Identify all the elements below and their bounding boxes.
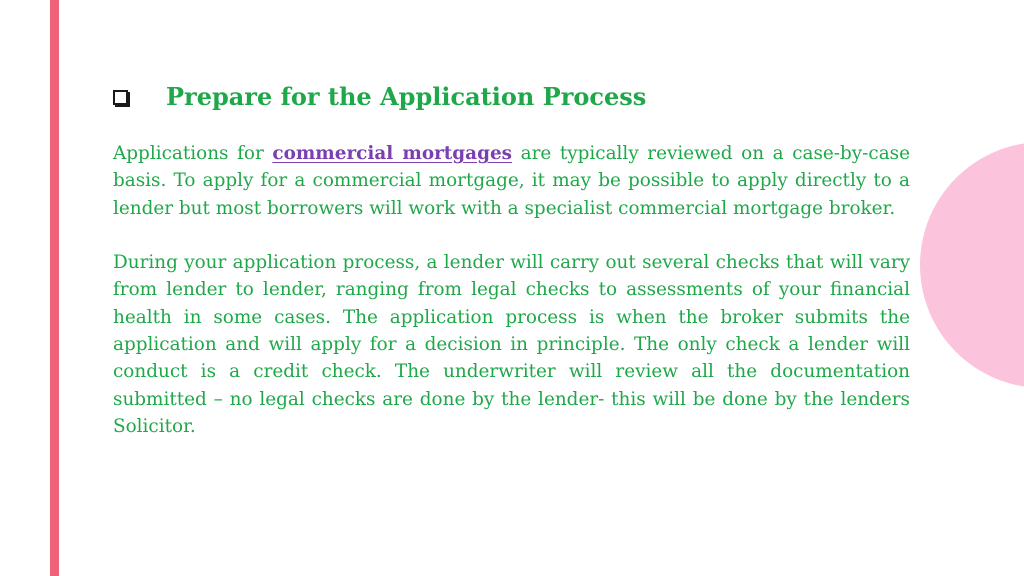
checkbox-icon xyxy=(113,90,128,105)
commercial-mortgages-link[interactable]: commercial mortgages xyxy=(272,143,512,164)
paragraph-process: During your application process, a lender will carry out several checks that will vary from lender to lender, ranging from legal checks to assessments of your financial health in some cases. The application process is when the broker submits the application and will apply for a decision in principle. The only check a lender will conduct is a credit check. The underwriter will review all the documentation submitted – no legal checks are done by the lender- this will be done by the lenders Solicitor. xyxy=(113,252,910,437)
paragraph-applications-lead: Applications for xyxy=(113,143,264,164)
heading-title: Prepare for the Application Process xyxy=(166,82,647,111)
paragraph-applications xyxy=(113,140,910,222)
body-content xyxy=(113,140,910,440)
decorative-circle xyxy=(920,142,1024,388)
section-heading xyxy=(113,80,646,114)
accent-bar xyxy=(50,0,59,576)
paragraph-applications-rest: are typically reviewed on a case-by-case basis. To apply for a commercial mortgage, it may be possible to apply directly to a lender but most borrowers will work with a specialist commercial mortgage broker. xyxy=(113,143,910,219)
